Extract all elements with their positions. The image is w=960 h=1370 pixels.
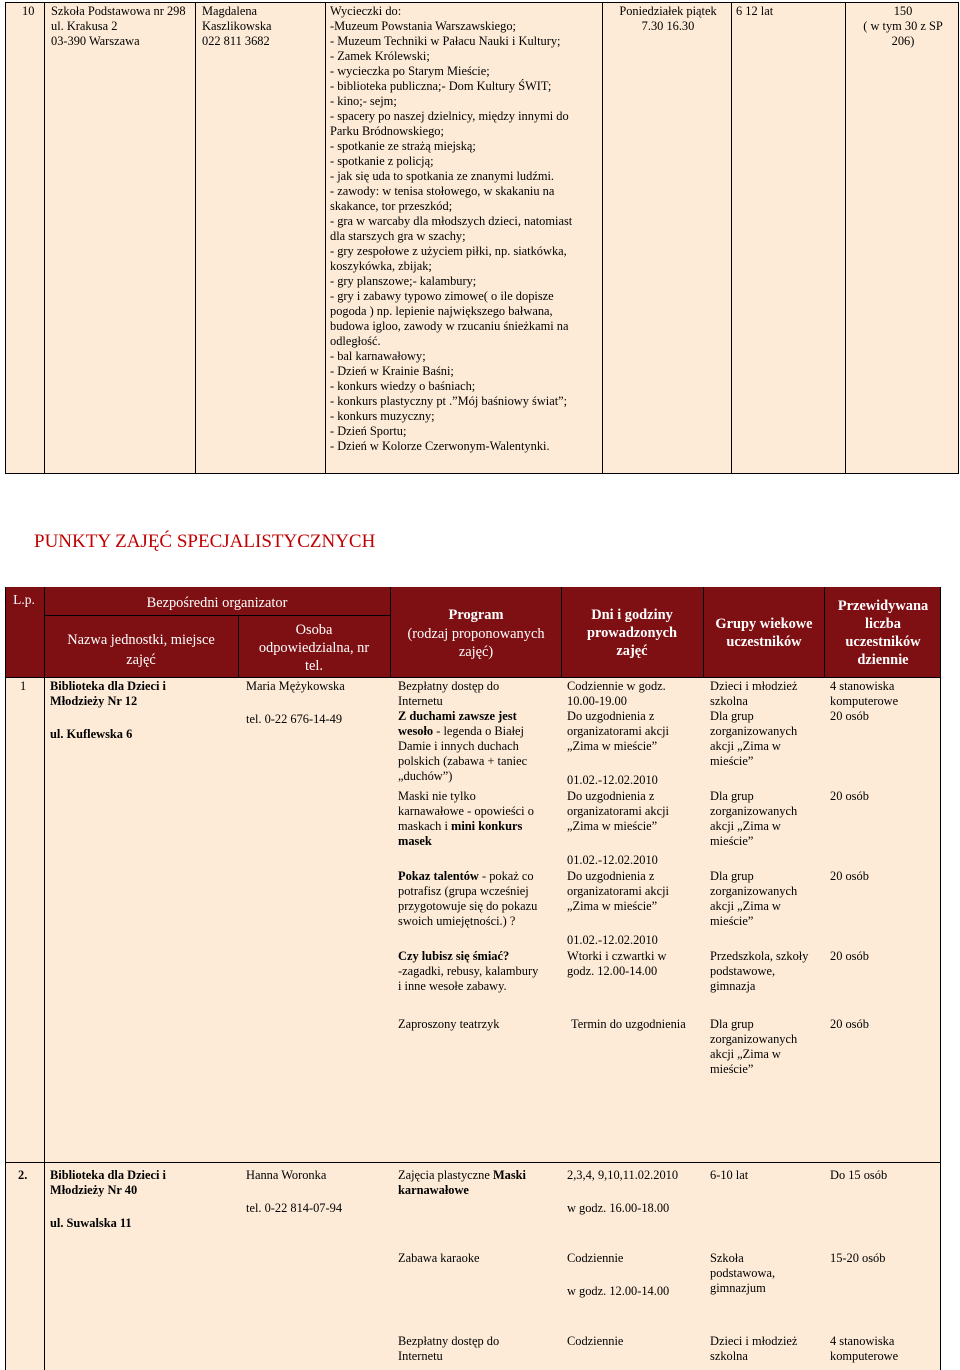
top-row-program-line: - spotkanie z policją;: [330, 154, 434, 168]
top-row-program-line: -Muzeum Powstania Warszawskiego;: [330, 19, 516, 33]
entry2-row1-days2: w godz. 16.00-18.00: [567, 1201, 670, 1215]
entry2-row2-count: 15-20 osób: [830, 1251, 886, 1265]
top-row-border-top: [5, 2, 959, 3]
entry1-row4-groups: Dla grup zorganizowanych akcji „Zima w mieście”: [710, 869, 798, 928]
entry1-row6-program: Zaproszony teatrzyk: [398, 1017, 500, 1031]
body-border-right: [940, 587, 941, 1370]
top-row-border-bottom: [5, 473, 959, 474]
entry1-row2-program-text: - legenda o Białej Damie i innych duchach polskich (zabawa + taniec „duchów”): [398, 724, 528, 783]
top-row-program-line: - biblioteka publiczna;- Dom Kultury ŚWIT;: [330, 79, 552, 93]
header-groups: Grupy wiekowe uczestników: [715, 616, 813, 650]
entry1-row1-program: Bezpłatny dostęp do Internetu: [398, 679, 500, 708]
header-organizer: Bezpośredni organizator: [146, 595, 288, 611]
entry2-row1-groups: 6-10 lat: [710, 1168, 749, 1182]
entry1-row6-count: 20 osób: [830, 1017, 869, 1031]
entry2-row1-program: [398, 1168, 560, 1198]
header-days: Dni i godziny prowadzonych zajęć: [586, 607, 678, 659]
entry2-row3-groups: Dzieci i młodzież szkolna: [710, 1334, 798, 1363]
entry1-row6-days: Termin do uzgodnienia: [571, 1017, 686, 1031]
entry1-row5-program-text: -zagadki, rebusy, kalambury i inne wesołe zabawy.: [398, 964, 539, 993]
entry1-row2-dates: 01.02.-12.02.2010: [567, 773, 658, 787]
top-row-program-line: koszykówka, zbijak;: [330, 259, 432, 273]
entry1-row3-program-bold: mini konkurs masek: [398, 819, 523, 848]
entry1-row5-days: Wtorki i czwartki w godz. 12.00-14.00: [567, 949, 667, 978]
header-unit: Nazwa jednostki, miejsce zajęć: [67, 632, 215, 668]
entry2-row3-program: Bezpłatny dostęp do Internetu: [398, 1334, 500, 1363]
top-row-program: [330, 4, 600, 454]
top-row-program-line: - gry i zabawy typowo zimowe( o ile dopisze: [330, 289, 554, 303]
top-row-program-line: - kino;- sejm;: [330, 94, 397, 108]
entry2-row3-count: 4 stanowiska komputerowe: [830, 1334, 899, 1363]
top-row-age: 6 12 lat: [736, 4, 774, 18]
top-row-program-line: - spacery po naszej dzielnicy, między innymi do: [330, 109, 569, 123]
top-row-program-line: - wycieczka po Starym Mieście;: [330, 64, 490, 78]
top-row-program-line: dla starszych gra w szachy;: [330, 229, 466, 243]
header-divider-days: [703, 587, 704, 677]
header-program-title: Program: [448, 607, 504, 623]
entry2-lp: 2.: [18, 1168, 28, 1182]
top-row-program-line: pogoda ) np. lepienie największego bałwana,: [330, 304, 553, 318]
entry-separator: [5, 1162, 941, 1163]
top-row-border-v7: [958, 2, 959, 474]
entry2-row1-program-bold: Maski karnawałowe: [398, 1168, 526, 1197]
entry1-row2-program: [398, 709, 560, 784]
entry2-unit: Biblioteka dla Dzieci i Młodzieży Nr 40: [50, 1168, 166, 1197]
entry1-row4-program-bold: Pokaz talentów: [398, 869, 479, 883]
top-row-program-line: - bal karnawałowy;: [330, 349, 426, 363]
top-row-program-line: skakance, tor przeszkód;: [330, 199, 453, 213]
entry2-row2-days2: w godz. 12.00-14.00: [567, 1284, 670, 1298]
entry1-address: ul. Kuflewska 6: [50, 727, 133, 741]
entry1-unit: Biblioteka dla Dzieci i Młodzieży Nr 12: [50, 679, 166, 708]
top-row-border-v2: [195, 2, 196, 474]
top-row-program-line: - konkurs wiedzy o baśniach;: [330, 379, 476, 393]
top-row-program-line: odległość.: [330, 334, 381, 348]
entry1-row3-count: 20 osób: [830, 789, 869, 803]
entry2-phone: tel. 0-22 814-07-94: [246, 1201, 343, 1215]
header-divider-unit: [238, 615, 239, 677]
entry2-row3-days: Codziennie: [567, 1334, 624, 1348]
entry1-phone: tel. 0-22 676-14-49: [246, 712, 343, 726]
entry1-row3-program-text: Maski nie tylko karnawałowe - opowieści o maskach i: [398, 789, 534, 833]
top-row-lp: 10: [22, 4, 35, 18]
top-row-program-line: - gry zespołowe z użyciem piłki, np. siatkówka,: [330, 244, 567, 258]
top-row-program-line: - Zamek Królewski;: [330, 49, 430, 63]
entry1-row2-days: Do uzgodnienia z organizatorami akcji „Zima w mieście”: [567, 709, 669, 753]
entry1-row4-program-text: - pokaż co potrafisz (grupa wcześniej przygotowuje się do pokazu swoich umiejętności.) ?: [398, 869, 538, 928]
entry2-row2-program: Zabawa karaoke: [398, 1251, 480, 1265]
entry1-row1-days: Codziennie w godz. 10.00-19.00: [567, 679, 666, 708]
top-row-program-line: - gry planszowe;- kalambury;: [330, 274, 477, 288]
top-row-program-line: - konkurs muzyczny;: [330, 409, 435, 423]
top-row-program-line: - Dzień w Krainie Baśni;: [330, 364, 454, 378]
entry1-row6-groups: Dla grup zorganizowanych akcji „Zima w mieście”: [710, 1017, 798, 1076]
entry1-row3-days: Do uzgodnienia z organizatorami akcji „Zima w mieście”: [567, 789, 669, 833]
entry1-row4-dates: 01.02.-12.02.2010: [567, 933, 658, 947]
top-row-program-line: - jak się uda to spotkania ze znanymi ludźmi.: [330, 169, 554, 183]
top-row-person: Magdalena Kaszlikowska 022 811 3682: [202, 4, 272, 48]
entry1-row4-program: [398, 869, 560, 929]
header-divider-person: [390, 587, 391, 677]
top-row-program-line: - konkurs plastyczny pt .”Mój baśniowy świat”;: [330, 394, 568, 408]
body-border-top: [5, 677, 941, 678]
entry2-row1-days: 2,3,4, 9,10,11.02.2010: [567, 1168, 679, 1182]
entry1-row3-groups: Dla grup zorganizowanych akcji „Zima w mieście”: [710, 789, 798, 848]
entry1-row3-dates: 01.02.-12.02.2010: [567, 853, 658, 867]
top-row-school: Szkoła Podstawowa nr 298 ul. Krakusa 2 03-390 Warszawa: [51, 4, 186, 48]
entry1-row5-program-bold: Czy lubisz się śmiać?: [398, 949, 510, 963]
header-program-sub: (rodzaj proponowanych zajęć): [407, 626, 545, 660]
entry2-row1-program-text: Zajęcia plastyczne: [398, 1168, 493, 1182]
top-row-count: 150 ( w tym 30 z SP 206): [863, 4, 943, 48]
top-row-program-line: - spotkanie ze strażą miejską;: [330, 139, 476, 153]
top-row-program-line: - Dzień Sportu;: [330, 424, 407, 438]
header-divider-groups: [824, 587, 825, 677]
top-row-border-v3: [325, 2, 326, 474]
entry2-row1-count: Do 15 osób: [830, 1168, 888, 1182]
entry2-row2-groups: Szkoła podstawowa, gimnazjum: [710, 1251, 776, 1295]
entry1-row5-groups: Przedszkola, szkoły podstawowe, gimnazja: [710, 949, 809, 993]
entry1-row5-program: [398, 949, 560, 994]
entry1-row2-groups: Dla grup zorganizowanych akcji „Zima w mieście”: [710, 709, 798, 768]
entry1-row2-count: 20 osób: [830, 709, 869, 723]
top-row-border-v1: [44, 2, 45, 474]
entry1-row1-groups: Dzieci i młodzież szkolna: [710, 679, 798, 708]
top-row-days: Poniedziałek piątek 7.30 16.30: [619, 4, 717, 33]
top-row-program-line: - zawody: w tenisa stołowego, w skakaniu na: [330, 184, 555, 198]
entry1-row3-program: [398, 789, 560, 849]
header-count: Przewidywana liczba uczestników dziennie: [837, 598, 929, 668]
top-row-program-line: - Dzień w Kolorze Czerwonym-Walentynki.: [330, 439, 550, 453]
top-row-program-line: Parku Bródnowskiego;: [330, 124, 444, 138]
top-row-border-v6: [845, 2, 846, 474]
entry2-row2-days: Codziennie: [567, 1251, 624, 1265]
entry1-row4-days: Do uzgodnienia z organizatorami akcji „Zima w mieście”: [567, 869, 669, 913]
header-border-line-1: [44, 615, 391, 616]
top-row-program-line: - gra w warcaby dla młodszych dzieci, natomiast: [330, 214, 573, 228]
header-lp: L.p.: [13, 592, 35, 607]
top-row-program-line: - Muzeum Techniki w Pałacu Nauki i Kultury;: [330, 34, 561, 48]
top-row-program-line: budowa igloo, zawody w rzucaniu śnieżkami na: [330, 319, 569, 333]
top-row-border-v5: [731, 2, 732, 474]
body-border-left: [5, 587, 6, 1370]
entry2-address: ul. Suwalska 11: [50, 1216, 132, 1230]
entry1-person: Maria Mężykowska: [246, 679, 345, 693]
section-title: PUNKTY ZAJĘĆ SPECJALISTYCZNYCH: [34, 531, 376, 552]
top-row-border-v0: [5, 2, 6, 474]
header-divider-program: [561, 587, 562, 677]
entry1-row1-count: 4 stanowiska komputerowe: [830, 679, 899, 708]
top-row-border-v4: [602, 2, 603, 474]
body-divider-lp: [44, 677, 45, 1370]
top-row-program-line: Wycieczki do:: [330, 4, 402, 18]
entry1-row2-program-bold: Z duchami zawsze jest wesoło: [398, 709, 517, 738]
entry1-row5-count: 20 osób: [830, 949, 869, 963]
entry1-lp: 1: [20, 679, 27, 693]
entry2-person: Hanna Woronka: [246, 1168, 327, 1182]
header-person: Osoba odpowiedzialna, nr tel.: [258, 622, 370, 674]
entry1-row4-count: 20 osób: [830, 869, 869, 883]
